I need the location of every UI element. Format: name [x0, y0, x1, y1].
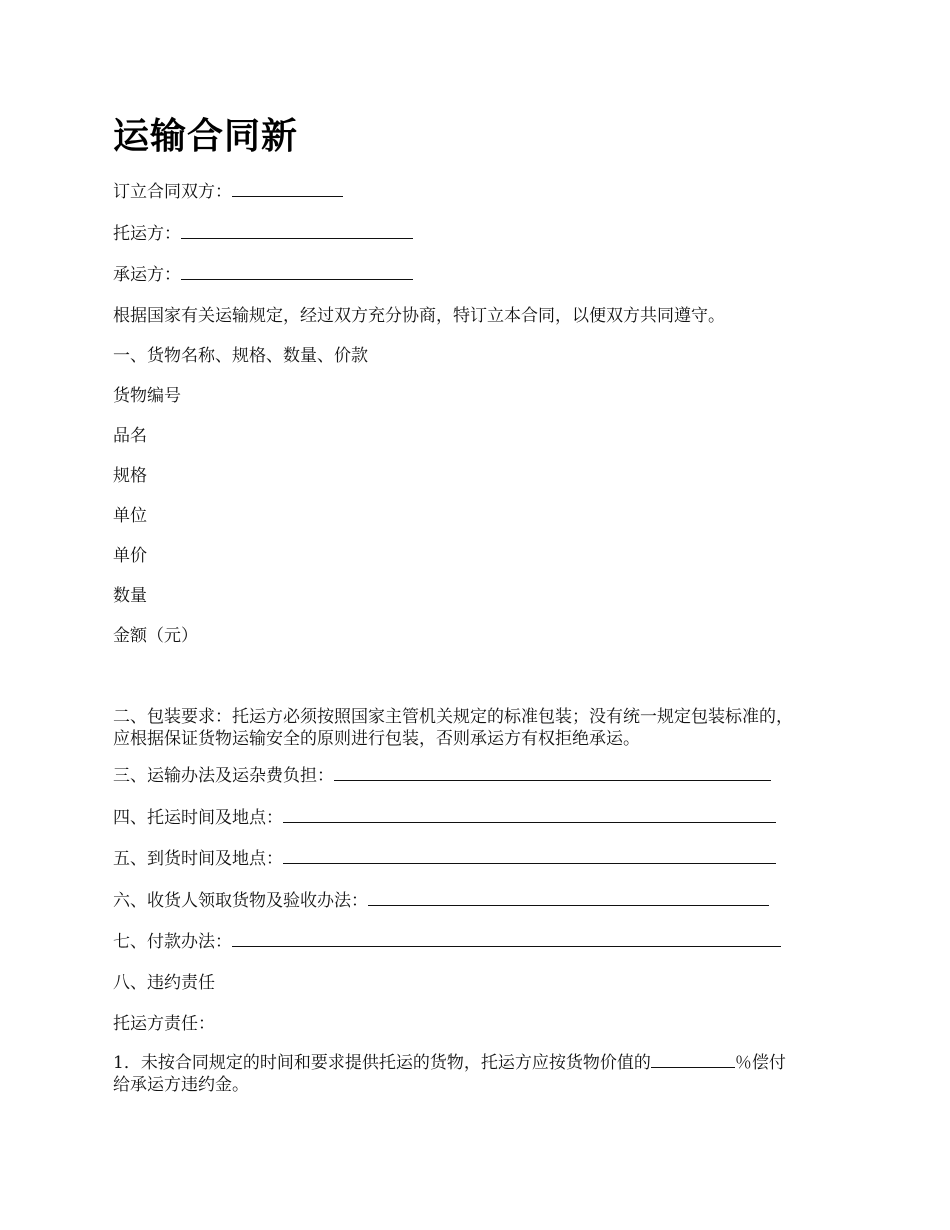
- preamble: 根据国家有关运输规定，经过双方充分协商，特订立本合同，以便双方共同遵守。: [113, 306, 725, 326]
- carrier-label: 承运方：: [113, 265, 181, 285]
- clause1-line1: [113, 1052, 786, 1074]
- section8-heading: 八、违约责任: [113, 973, 215, 993]
- section7-label: 七、付款办法：: [113, 932, 232, 952]
- section4-blank[interactable]: [283, 807, 776, 823]
- shipper-liability-heading: 托运方责任：: [113, 1014, 215, 1034]
- clause1-line2: 给承运方违约金。: [113, 1075, 249, 1095]
- section6-line: [113, 890, 769, 912]
- section5-label: 五、到货时间及地点：: [113, 849, 283, 869]
- signing-parties-line: [113, 181, 343, 203]
- section3-label: 三、运输办法及运杂费负担：: [113, 766, 334, 786]
- section3-line: [113, 765, 771, 787]
- clause1-percent-blank[interactable]: [651, 1052, 735, 1068]
- section2-line2: 应根据保证货物运输安全的原则进行包装，否则承运方有权拒绝承运。: [113, 729, 640, 749]
- clause1-text-before: 1．未按合同规定的时间和要求提供托运的货物，托运方应按货物价值的: [113, 1053, 651, 1073]
- carrier-line: [113, 264, 413, 286]
- section4-line: [113, 807, 776, 829]
- field-amount: 金额（元）: [113, 626, 198, 646]
- section7-line: [113, 931, 781, 953]
- section1-heading: 一、货物名称、规格、数量、价款: [113, 346, 368, 366]
- field-unit-price: 单价: [113, 546, 147, 566]
- shipper-label: 托运方：: [113, 224, 181, 244]
- field-unit: 单位: [113, 506, 147, 526]
- section6-blank[interactable]: [368, 890, 769, 906]
- field-goods-number: 货物编号: [113, 386, 181, 406]
- signing-parties-label: 订立合同双方：: [113, 182, 232, 202]
- clause1-text-after: ％偿付: [734, 1053, 786, 1073]
- section4-label: 四、托运时间及地点：: [113, 808, 283, 828]
- signing-parties-blank[interactable]: [232, 181, 343, 197]
- section7-blank[interactable]: [232, 931, 781, 947]
- shipper-blank[interactable]: [181, 223, 413, 239]
- carrier-blank[interactable]: [181, 264, 413, 280]
- field-specification: 规格: [113, 466, 147, 486]
- field-quantity: 数量: [113, 586, 147, 606]
- section6-label: 六、收货人领取货物及验收办法：: [113, 891, 368, 911]
- document-title: 运输合同新: [113, 116, 299, 157]
- section5-line: [113, 848, 776, 870]
- section2-line1: 二、包装要求：托运方必须按照国家主管机关规定的标准包装；没有统一规定包装标准的，: [113, 707, 793, 727]
- section5-blank[interactable]: [283, 848, 776, 864]
- shipper-line: [113, 223, 413, 245]
- field-product-name: 品名: [113, 426, 147, 446]
- section3-blank[interactable]: [334, 765, 771, 781]
